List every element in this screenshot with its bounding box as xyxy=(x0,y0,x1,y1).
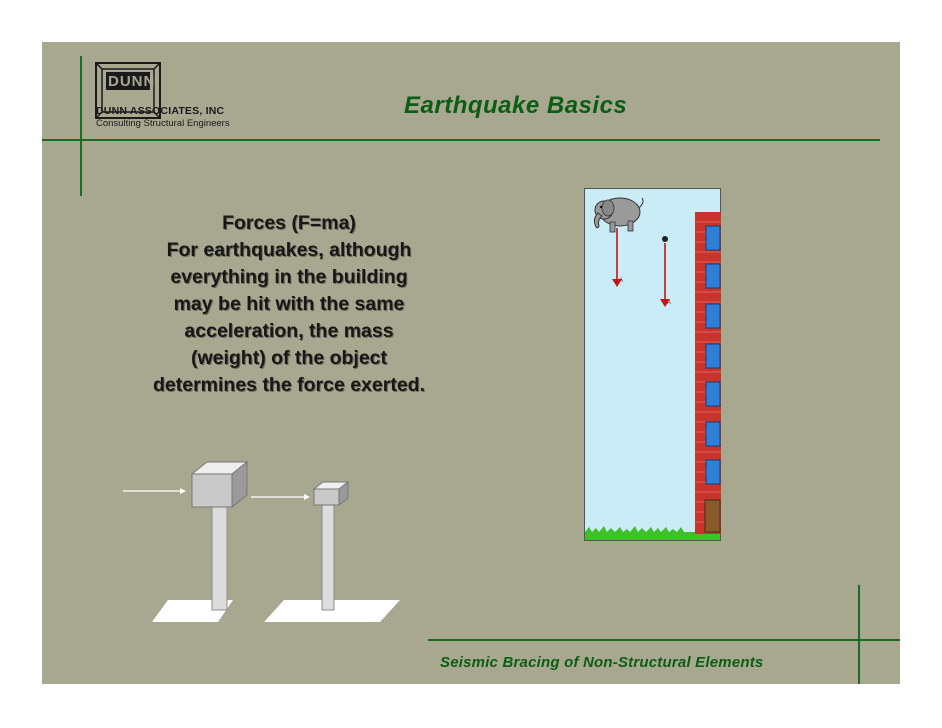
slide xyxy=(42,42,900,684)
bottom-rule xyxy=(428,639,900,641)
slide-title: Earthquake Basics xyxy=(404,92,628,119)
right-rule xyxy=(858,585,860,684)
company-name: DUNN ASSOCIATES, INC xyxy=(96,105,225,117)
company-tagline: Consulting Structural Engineers xyxy=(96,118,230,129)
box-large xyxy=(192,474,232,507)
falling-objects-illustration xyxy=(584,188,724,546)
body-line: For earthquakes, although xyxy=(166,239,412,261)
arrow-label-2: A xyxy=(667,300,672,306)
arrow-label-1: A xyxy=(619,278,624,284)
left-rule xyxy=(80,56,82,196)
force-arrow-2 xyxy=(304,494,310,500)
force-arrow-1 xyxy=(180,488,186,494)
post-small xyxy=(322,504,334,610)
mass-comparison-illustration xyxy=(118,452,408,627)
footer-text: Seismic Bracing of Non-Structural Elements xyxy=(440,654,764,671)
body-line: (weight) of the object xyxy=(190,347,388,369)
small-object xyxy=(662,236,668,242)
body-line: acceleration, the mass xyxy=(184,320,394,342)
body-text xyxy=(124,210,454,399)
body-line: may be hit with the same xyxy=(173,293,405,315)
building-windows xyxy=(706,226,720,484)
box-small xyxy=(314,489,339,505)
body-line: everything in the building xyxy=(170,266,408,288)
body-line: Forces (F=ma) xyxy=(222,212,356,234)
building-door xyxy=(705,500,720,532)
body-line: determines the force exerted. xyxy=(152,374,426,396)
brick-building xyxy=(695,212,721,534)
post-large xyxy=(212,504,227,610)
logo-mark: DUNN xyxy=(108,73,156,90)
